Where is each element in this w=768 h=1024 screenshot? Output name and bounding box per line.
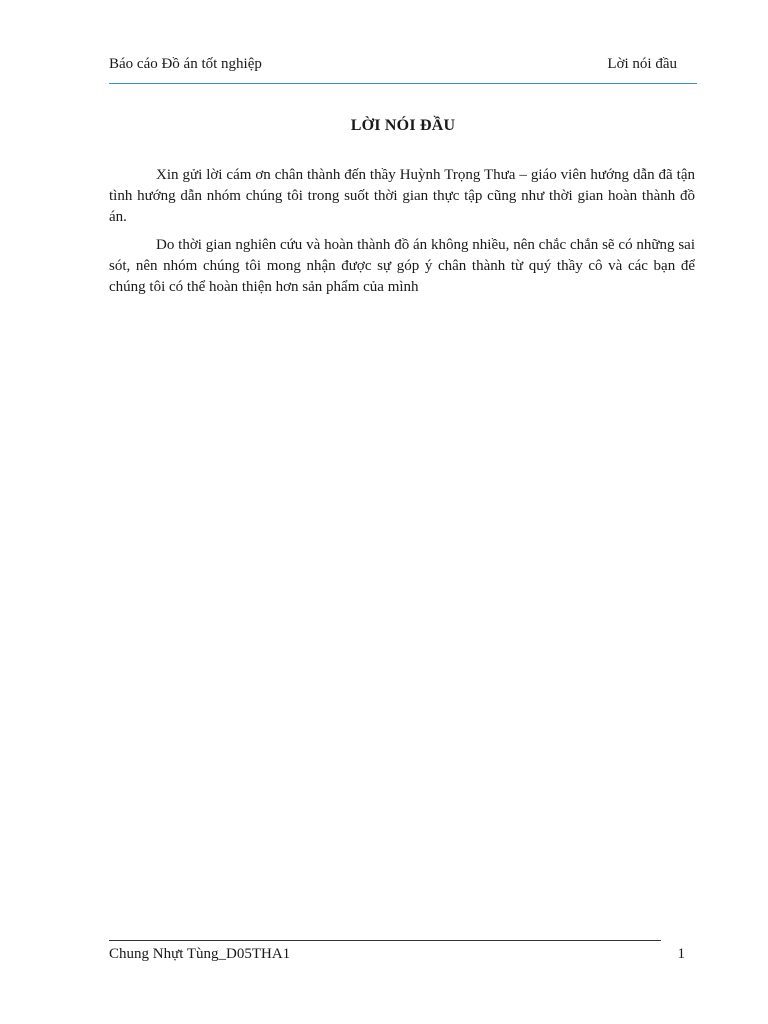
footer-divider — [109, 940, 661, 941]
header-report-title: Báo cáo Đồ án tốt nghiệp — [109, 56, 262, 72]
footer-author: Chung Nhựt Tùng_D05THA1 — [109, 946, 291, 962]
page-number: 1 — [677, 946, 685, 962]
header-section-title: Lời nói đầu — [607, 56, 677, 72]
page-footer — [109, 946, 685, 968]
header-divider — [109, 83, 697, 84]
paragraph-1: Xin gửi lời cám ơn chân thành đến thầy Huỳnh Trọng Thưa – giáo viên hướng dẫn đã tận tình hướng dẫn nhóm chúng tôi trong suốt thời gian thực tập cũng như thời gian hoàn thành đồ án. — [109, 167, 695, 225]
page-title: LỜI NÓI ĐẦU — [350, 117, 456, 134]
paragraph-2: Do thời gian nghiên cứu và hoàn thành đồ án không nhiều, nên chắc chắn sẽ có những sai sót, nên nhóm chúng tôi mong nhận được sự góp ý chân thành từ quý thầy cô và các bạn để chúng tôi có thể hoàn thiện hơn sản phẩm của mình — [109, 237, 695, 295]
body-text — [109, 165, 695, 305]
page-header — [109, 56, 697, 80]
